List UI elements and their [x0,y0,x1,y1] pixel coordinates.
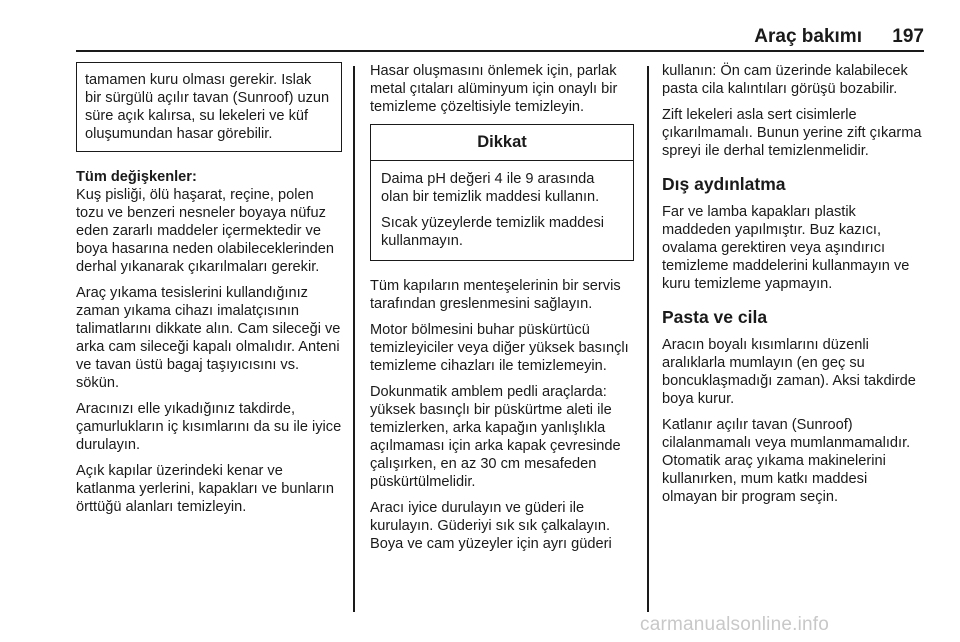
note-text: tamamen kuru olması gerekir. Islak bir sürgülü açılır tavan (Sunroof) uzun süre açık kalırsa, su lekeleri ve küf oluşumundan hasar görebilir. [85,72,330,142]
paragraph: Dokunmatik amblem pedli araçlarda: yüksek basınçlı bir püskürtme aleti ile temizlerken, arka kapağın yanlışlıkla açılmaması için arka kapak çevresinde çalışırken, en az 30 cm mesafeden püskürtülmelidir. [370,384,621,490]
page-number: 197 [892,26,924,47]
paragraph: Aracınızı elle yıkadığınız takdirde, çamurlukların iç kısımlarını da su ile iyice durulayın. [76,401,342,453]
paragraph: Aracı iyice durulayın ve güderi ile kurulayın. Güderiyi sık sık çalkalayın. Boya ve cam yüzeyler için ayrı güderi [370,500,612,552]
warning-title: Dikkat [371,125,633,161]
warning-body [371,161,633,260]
continued-note-box [76,62,342,152]
column-3 [662,62,924,514]
header-rule [76,50,924,52]
page-header [76,26,924,50]
column-divider-1 [353,66,355,612]
subheading-all-variants: Tüm değişkenler: [76,169,197,185]
paragraph: Kuş pisliği, ölü haşarat, reçine, polen tozu ve benzeri nesneler boyaya nüfuz eden zararlı maddeler içermektedir ve boya hasarına neden olabileceklerinden derhal yıkanarak çıkarılmaları gerekir. [76,187,335,275]
paragraph: kullanın: Ön cam üzerinde kalabilecek pasta cila kalıntıları görüşü bozabilir. [662,63,908,97]
warning-text: Daima pH değeri 4 ile 9 arasında olan bir temizlik maddesi kullanın. [381,171,600,205]
paragraph: Hasar oluşmasını önlemek için, parlak metal çıtaları alüminyum için onaylı bir temizleme çözeltisiyle temizleyin. [370,63,618,115]
paragraph: Açık kapılar üzerindeki kenar ve katlanma yerlerini, kapakları ve bunların örttüğü alanları temizleyin. [76,463,334,515]
section-heading-polish-wax: Pasta ve cila [662,307,768,327]
section-heading-exterior-lights: Dış aydınlatma [662,174,786,194]
paragraph: Araç yıkama tesislerini kullandığınız zaman yıkama cihazı imalatçısının talimatlarını dikkate alın. Cam sileceği ve arka cam sileceği kapalı olmalıdır. Anteni ve tavan üstü bagaj taşıyıcısını vs. sökün. [76,285,341,391]
paragraph: Tüm kapıların menteşelerinin bir servis tarafından greslenmesini sağlayın. [370,278,621,312]
warning-text: Sıcak yüzeylerde temizlik maddesi kullanmayın. [381,215,605,249]
paragraph: Zift lekeleri asla sert cisimlerle çıkarılmamalı. Bunun yerine zift çıkarma spreyi ile derhal temizlenmelidir. [662,107,922,159]
paragraph: Motor bölmesini buhar püskürtücü temizleyiciler veya diğer yüksek basınçlı temizleme cihazları ile temizlemeyin. [370,322,629,374]
paragraph: Aracın boyalı kısımlarını düzenli aralıklarla mumlayın (en geç su boncuklaşmadığı zaman). Aksi takdirde boya kurur. [662,337,916,407]
column-2 [370,62,634,561]
column-1 [76,62,342,524]
watermark: carmanualsonline.info [640,614,830,635]
paragraph: Far ve lamba kapakları plastik maddeden yapılmıştır. Buz kazıcı, ovalama gerektiren veya aşındırıcı temizleme maddelerini kullanmayın ve kuru temizleme yapmayın. [662,204,910,292]
warning-box [370,124,634,261]
column-divider-2 [647,66,649,612]
page-title: Araç bakımı [754,26,862,47]
paragraph: Katlanır açılır tavan (Sunroof) cilalanmamalı veya mumlanmamalıdır. Otomatik araç yıkama makinelerini kullanırken, mum katkı maddesi olmayan bir program seçin. [662,417,911,505]
